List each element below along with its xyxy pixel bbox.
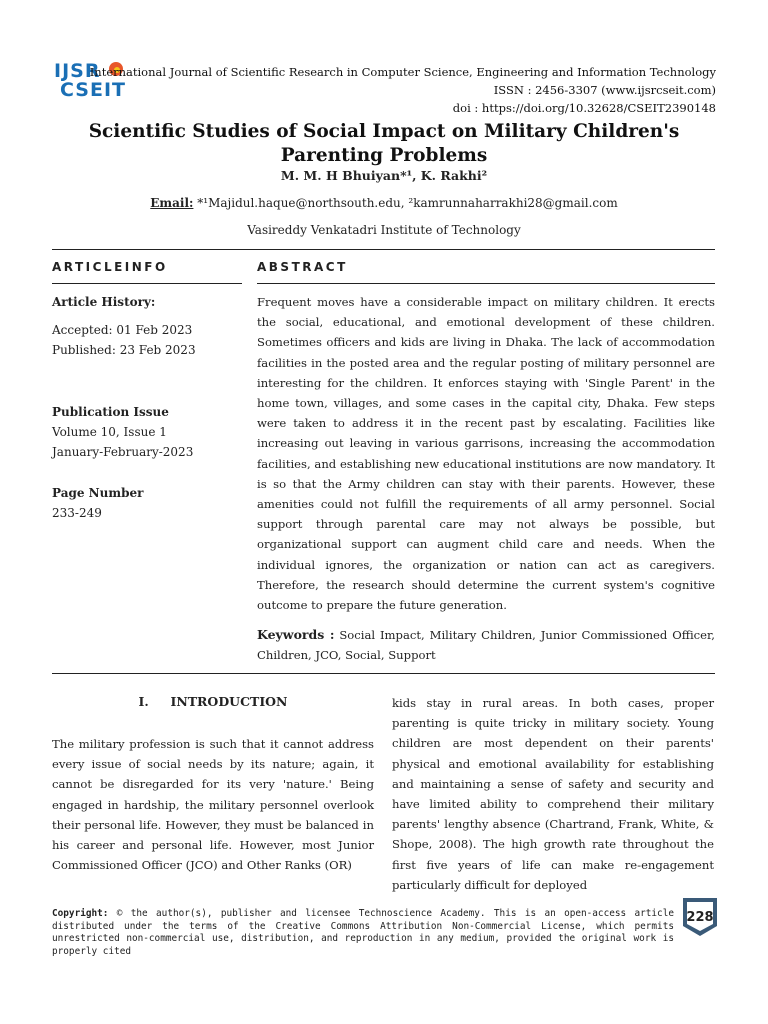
page-number-badge [681,896,719,938]
email-line [0,196,768,210]
doi: doi : https://doi.org/10.32628/CSEIT2390148 [452,101,716,115]
title-line-1: Scientific Studies of Social Impact on Military Children's [88,121,680,142]
keywords-list: Social Impact, Military Children, Junior Commissioned Officer, Children, JCO, Social, Support [257,628,715,663]
shield-icon [681,896,719,938]
journal-name: International Journal of Scientific Research in Computer Science, Engineering and Information Technology [89,65,716,79]
copyright-text: © the author(s), publisher and licensee Technoscience Academy. This is an open-access article distributed under the terms of the Creative Commons Attribution Non-Commercial License, which permits unrestricted non-commercial use, distribution, and reproduction in any medium, provided the original work is properly cited [52,908,674,957]
article-info-heading: ARTICLEINFO [52,260,168,274]
page-range: 233-249 [52,506,102,520]
abstract-heading: ABSTRACT [257,260,348,274]
authors: M. M. H Bhuiyan*¹, K. Rakhi² [280,168,488,183]
intro-column-2: kids stay in rural areas. In both cases, proper parenting is quite tricky in military society. Young children are most dependent on their parents' physical and emotional availability for establishing and maintaining a sense of safety and security and have limited ability to comprehend their military parents' lengthy absence (Chartrand, Frank, White, & Shope, 2008). The high growth rate throughout the first five years of life can make re-engagement particularly difficult for deployed [392,696,714,892]
paper-title [0,120,768,168]
issue-label: Publication Issue [52,405,169,419]
copyright-label: Copyright: [52,908,109,919]
page-label: Page Number [52,486,144,500]
abstract-text: Frequent moves have a considerable impact on military children. It erects the social, educational, and emotional development of these children. Sometimes officers and kids are living in Dhaka. The lack of accommodation facilities in the posted area and the regular posting of military personnel are interesting for the children. It enforces staying with 'Single Parent' in the home town, villages, and some cases in the capital city, Dhaka. Few steps were taken to address it in the recent past by escalating. Facilities like increasing out leaving in various garrisons, increasing the accommodation facilities, and establishing new educational institutions are now mandatory. It is so that the Army children can stay with their parents. However, these amenities could not fulfill the requirements of all army personnel. Social support through parental care may not always be possible, but organizational support can augment child care and needs. When the individual ignores, the organization or nation can act as caregivers. Therefore, the research should determine the current system's cognitive outcome to prepare the future generation. [257,295,715,613]
keywords [257,625,715,665]
abstract-rule [257,283,715,284]
history-label: Article History: [52,295,156,309]
copyright-notice [52,908,674,958]
info-rule [52,283,242,284]
email-addresses: *¹Majidul.haque@northsouth.edu, ²kamrunnaharrakhi28@gmail.com [193,196,618,210]
bottom-rule [52,673,715,674]
introduction-heading: I. INTRODUCTION [138,694,288,709]
title-line-2: Parenting Problems [280,145,488,166]
institution: Vasireddy Venkatadri Institute of Technology [247,223,521,237]
accepted-date: Accepted: 01 Feb 2023 [52,323,193,337]
top-rule [52,249,715,250]
keywords-label: Keywords : [257,627,335,642]
period: January-February-2023 [52,445,194,459]
journal-header [90,63,716,117]
volume: Volume 10, Issue 1 [52,425,167,439]
intro-column-1: The military profession is such that it cannot address every issue of social needs by its nature; again, it cannot be disregarded for its very 'nature.' Being engaged in hardship, the military personnel overlook their personal life. However, they must be balanced in his career and personal life. However, most Junior Commissioned Officer (JCO) and Other Ranks (OR) [52,737,374,873]
published-date: Published: 23 Feb 2023 [52,343,196,357]
article-info [52,287,240,523]
logo-text-top: IJSR [54,60,101,82]
issn: ISSN : 2456-3307 (www.ijsrcseit.com) [493,83,716,97]
logo-text-bottom: CSEIT [60,79,126,101]
email-label: Email: [150,196,194,210]
page-number: 228 [686,910,714,925]
